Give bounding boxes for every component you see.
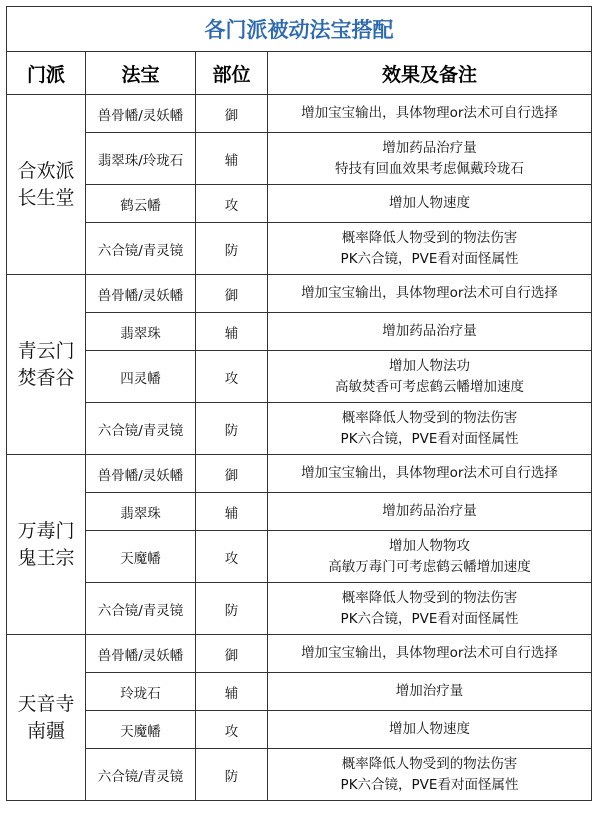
table-row: [7, 455, 592, 493]
sect-name: 焚香谷: [17, 366, 75, 389]
table-row: [7, 635, 592, 673]
effect-line: 概率降低人物受到的物法伤害: [341, 589, 518, 606]
effect-cell: [268, 711, 592, 749]
header-sect: 门派: [7, 52, 86, 95]
effect-cell: [268, 635, 592, 673]
effect-line: 增加药品治疗量: [382, 139, 477, 156]
table-row: [7, 133, 592, 185]
table-row: [7, 313, 592, 351]
effect-line: 概率降低人物受到的物法伤害: [341, 229, 518, 246]
effect-line: 增加宝宝输出，具体物理or法术可自行选择: [301, 105, 558, 122]
treasure-name: 翡翠珠/玲珑石: [86, 133, 196, 185]
slot-name: 防: [196, 223, 268, 275]
slot-name: 攻: [196, 185, 268, 223]
effect-line: 概率降低人物受到的物法伤害: [341, 409, 518, 426]
treasure-name: 兽骨幡/灵妖幡: [86, 635, 196, 673]
slot-name: 防: [196, 403, 268, 455]
table-row: [7, 493, 592, 531]
sect-name: 鬼王宗: [17, 546, 75, 569]
treasure-name: 兽骨幡/灵妖幡: [86, 275, 196, 313]
treasure-name: 四灵幡: [86, 351, 196, 403]
sect-name: 万毒门: [17, 519, 75, 542]
effect-cell: [268, 583, 592, 635]
effect-cell: [268, 223, 592, 275]
sect-cell: [7, 635, 86, 801]
sect-cell: [7, 95, 86, 275]
treasure-name: 鹤云幡: [86, 185, 196, 223]
header-item: 法宝: [86, 52, 196, 95]
table-row: [7, 673, 592, 711]
treasure-name: 六合镜/青灵镜: [86, 223, 196, 275]
table-title: 各门派被动法宝搭配: [7, 7, 592, 52]
effect-line: 增加人物速度: [389, 195, 470, 212]
slot-name: 辅: [196, 313, 268, 351]
slot-name: 辅: [196, 493, 268, 531]
effect-cell: [268, 185, 592, 223]
sect-cell: [7, 455, 86, 635]
header-effect: 效果及备注: [268, 52, 592, 95]
slot-name: 御: [196, 455, 268, 493]
effect-line: 增加宝宝输出，具体物理or法术可自行选择: [301, 285, 558, 302]
effect-cell: [268, 313, 592, 351]
slot-name: 辅: [196, 133, 268, 185]
header-part: 部位: [196, 52, 268, 95]
table-row: [7, 711, 592, 749]
effect-line: 增加药品治疗量: [382, 323, 477, 340]
effect-cell: [268, 455, 592, 493]
effect-cell: [268, 351, 592, 403]
effect-line: 增加人物速度: [389, 721, 470, 738]
sect-name: 长生堂: [17, 186, 75, 209]
effect-line: PK六合镜，PVE看对面怪属性: [340, 776, 519, 793]
effect-line: PK六合镜，PVE看对面怪属性: [340, 250, 519, 267]
slot-name: 防: [196, 583, 268, 635]
effect-line: PK六合镜，PVE看对面怪属性: [340, 610, 519, 627]
table-row: [7, 95, 592, 133]
effect-line: 增加人物物攻: [389, 537, 470, 554]
effect-cell: [268, 531, 592, 583]
treasure-name: 六合镜/青灵镜: [86, 403, 196, 455]
table-body: [7, 95, 592, 801]
slot-name: 御: [196, 275, 268, 313]
treasure-name: 兽骨幡/灵妖幡: [86, 455, 196, 493]
sect-name: 天音寺: [17, 692, 75, 715]
slot-name: 攻: [196, 351, 268, 403]
effect-line: 增加宝宝输出，具体物理or法术可自行选择: [301, 645, 558, 662]
table-row: [7, 351, 592, 403]
effect-line: 特技有回血效果考虑佩戴玲珑石: [335, 160, 524, 177]
effect-cell: [268, 493, 592, 531]
sect-name: 南疆: [26, 719, 65, 742]
effect-cell: [268, 749, 592, 801]
treasure-name: 六合镜/青灵镜: [86, 583, 196, 635]
slot-name: 攻: [196, 711, 268, 749]
table-row: [7, 583, 592, 635]
effect-line: 增加药品治疗量: [382, 503, 477, 520]
table-row: [7, 185, 592, 223]
sect-cell: [7, 275, 86, 455]
sect-name: 合欢派: [17, 159, 75, 182]
treasure-name: 六合镜/青灵镜: [86, 749, 196, 801]
effect-cell: [268, 673, 592, 711]
table-row: [7, 749, 592, 801]
table-row: [7, 223, 592, 275]
treasure-table: [6, 6, 592, 801]
slot-name: 御: [196, 635, 268, 673]
treasure-name: 兽骨幡/灵妖幡: [86, 95, 196, 133]
table-row: [7, 403, 592, 455]
treasure-name: 玲珑石: [86, 673, 196, 711]
table-row: [7, 275, 592, 313]
slot-name: 攻: [196, 531, 268, 583]
table-row: [7, 531, 592, 583]
treasure-name: 天魔幡: [86, 711, 196, 749]
effect-line: 增加人物法功: [389, 357, 470, 374]
effect-cell: [268, 403, 592, 455]
effect-line: PK六合镜，PVE看对面怪属性: [340, 430, 519, 447]
effect-line: 增加宝宝输出，具体物理or法术可自行选择: [301, 465, 558, 482]
effect-cell: [268, 95, 592, 133]
effect-line: 高敏焚香可考虑鹤云幡增加速度: [335, 378, 524, 395]
effect-cell: [268, 133, 592, 185]
effect-cell: [268, 275, 592, 313]
treasure-name: 翡翠珠: [86, 313, 196, 351]
treasure-name: 翡翠珠: [86, 493, 196, 531]
slot-name: 防: [196, 749, 268, 801]
effect-line: 增加治疗量: [395, 683, 464, 700]
effect-line: 概率降低人物受到的物法伤害: [341, 755, 518, 772]
slot-name: 辅: [196, 673, 268, 711]
header-row: [7, 52, 592, 95]
slot-name: 御: [196, 95, 268, 133]
effect-line: 高敏万毒门可考虑鹤云幡增加速度: [328, 558, 531, 575]
treasure-name: 天魔幡: [86, 531, 196, 583]
sect-name: 青云门: [17, 339, 75, 362]
